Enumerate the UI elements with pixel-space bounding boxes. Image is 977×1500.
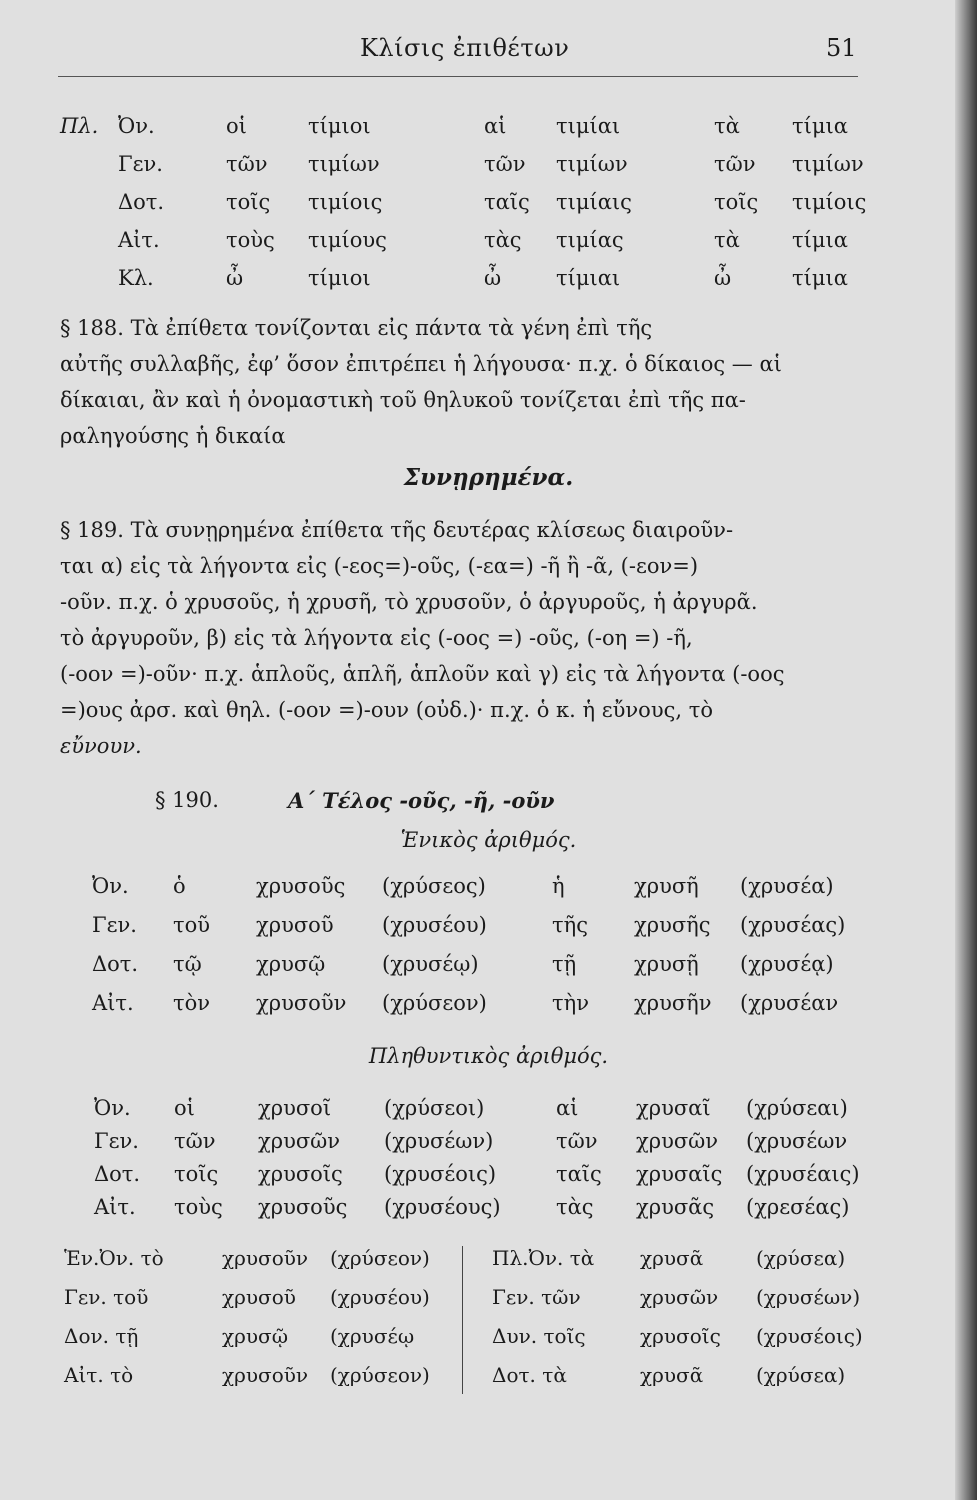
paragraph-189: [60, 512, 865, 764]
paragraph-line: τὸ ἀργυροῦν, β) εἰς τὰ λήγοντα εἰς (-οος =) -οῦς, (-οη =) -ῆ,: [60, 626, 693, 650]
table-cell: αἱ: [484, 114, 507, 138]
table-cell: τίμιαι: [556, 266, 621, 290]
table-cell: τῶν: [556, 1129, 598, 1153]
page-edge-shadow: [955, 0, 977, 1500]
table1-label: Πλ.: [60, 114, 99, 138]
table-cell: τιμίας: [556, 228, 624, 252]
section-190-number: § 190.: [155, 788, 219, 812]
table-cell: χρυσᾶ: [640, 1246, 704, 1270]
table-cell: (χρύσεος): [382, 874, 486, 898]
table-cell: χρυσᾶς: [636, 1195, 715, 1219]
table-cell: χρυσοῦν: [222, 1246, 309, 1270]
table-cell: τοῖς: [226, 190, 271, 214]
table-cell: (χρυσέους): [384, 1195, 501, 1219]
table-cell: χρυσοῦς: [258, 1195, 348, 1219]
table-cell: χρυσῆ: [634, 874, 699, 898]
table-cell: αἱ: [556, 1096, 579, 1120]
table-cell: Γεν.: [94, 1129, 139, 1153]
table-cell: τὰ: [714, 114, 740, 138]
table-cell: (χρυσέῳ: [330, 1324, 415, 1348]
table-cell: (χρύσεον): [330, 1363, 430, 1387]
table-cell: Κλ.: [118, 266, 154, 290]
table-cell: τῶν: [226, 152, 268, 176]
table-cell: ὁ: [173, 874, 186, 898]
table-cell: τίμια: [792, 266, 848, 290]
table-cell: Δον. τῇ: [64, 1324, 139, 1348]
table-cell: τῇ: [552, 952, 577, 976]
paragraph-188: [60, 310, 865, 454]
table-cell: Γεν. τοῦ: [64, 1285, 149, 1309]
table-cell: (χρυσέαν: [740, 991, 839, 1015]
table-cell: Δοτ. τὰ: [492, 1363, 567, 1387]
paragraph-line: εὔνουν.: [60, 734, 142, 758]
table-cell: τῶν: [484, 152, 526, 176]
table-cell: χρυσῆν: [634, 991, 712, 1015]
table-cell: τὴν: [552, 991, 589, 1015]
table-cell: τοὺς: [226, 228, 275, 252]
table-cell: τῆς: [552, 913, 588, 937]
running-head-title: Κλίσις ἐπιθέτων: [360, 34, 570, 62]
table-cell: Δοτ.: [118, 190, 165, 214]
table-cell: χρυσῶν: [636, 1129, 719, 1153]
table-cell: τιμίοις: [308, 190, 383, 214]
table-cell: (χρυσέου): [382, 913, 487, 937]
table-cell: (χρυσέαις): [746, 1162, 860, 1186]
paragraph-line: § 188. Τὰ ἐπίθετα τονίζονται εἰς πάντα τὰ γένη ἐπὶ τῆς: [60, 316, 653, 340]
table-cell: τῷ: [173, 952, 202, 976]
table-cell: (χρύσεοι): [384, 1096, 485, 1120]
paragraph-line: -οῦν. π.χ. ὁ χρυσοῦς, ἡ χρυσῆ, τὸ χρυσοῦν, ὁ ἀργυροῦς, ἡ ἀργυρᾶ.: [60, 590, 758, 614]
table-cell: χρυσοῖς: [258, 1162, 343, 1186]
paragraph-line: ται α) εἰς τὰ λήγοντα εἰς (-εος=)-οῦς, (-εα=) -ῆ ἢ -ᾶ, (-εον=): [60, 554, 699, 578]
table-cell: τοὺς: [174, 1195, 223, 1219]
table-cell: χρυσαῖς: [636, 1162, 723, 1186]
paragraph-line: =)ους ἀρσ. καὶ θηλ. (-οον =)-ουν (οὐδ.)· π.χ. ὁ κ. ἡ εὔνους, τὸ: [60, 698, 713, 722]
table-cell: Αἰτ.: [92, 991, 134, 1015]
table-cell: (χρύσεον): [330, 1246, 430, 1270]
table-cell: Ὀν.: [94, 1096, 131, 1120]
table-cell: (χρυσέῳ): [382, 952, 479, 976]
paragraph-line: § 189. Τὰ συνῃρημένα ἐπίθετα τῆς δευτέρας κλίσεως διαιροῦν-: [60, 518, 734, 542]
table-cell: Αἰτ. τὸ: [64, 1363, 134, 1387]
table-cell: τιμίων: [556, 152, 628, 176]
table-cell: τῶν: [714, 152, 756, 176]
table-cell: τοῖς: [714, 190, 759, 214]
table-cell: τιμίαι: [556, 114, 621, 138]
table-cell: χρυσῆς: [634, 913, 711, 937]
table-cell: (χρυσέας): [740, 913, 846, 937]
table-cell: ταῖς: [484, 190, 530, 214]
column-divider: [462, 1246, 463, 1394]
table-cell: τὰς: [484, 228, 522, 252]
table-cell: τίμιοι: [308, 114, 371, 138]
section-190-title: Α΄ Τέλος -οῦς, -ῆ, -οῦν: [288, 788, 555, 813]
table-cell: τὰ: [714, 228, 740, 252]
table-cell: χρυσῷ: [222, 1324, 288, 1348]
table-cell: (χρυσέοις): [756, 1324, 863, 1348]
table-cell: ὦ: [226, 266, 244, 290]
table-cell: (χρυσέων): [756, 1285, 861, 1309]
table-cell: Γεν.: [118, 152, 163, 176]
table-cell: (χρύσεα): [756, 1363, 846, 1387]
table-cell: (χρύσεα): [756, 1246, 846, 1270]
table-cell: (χρύσεαι): [746, 1096, 848, 1120]
table-cell: ὦ: [484, 266, 502, 290]
singular-heading: Ἑνικὸς ἀριθμός.: [400, 828, 577, 852]
table-cell: τιμίοις: [792, 190, 867, 214]
table-cell: (χρεσέας): [746, 1195, 850, 1219]
paragraph-line: ραληγούσης ἡ δικαία: [60, 424, 286, 448]
table-cell: χρυσοῦν: [222, 1363, 309, 1387]
table-cell: χρυσοῦς: [256, 874, 346, 898]
table-cell: χρυσοῖς: [640, 1324, 721, 1348]
table-cell: τίμια: [792, 114, 848, 138]
table-cell: Αἰτ.: [94, 1195, 136, 1219]
table-cell: τιμίων: [308, 152, 380, 176]
table-cell: (χρυσέᾳ): [740, 952, 834, 976]
table-cell: τίμια: [792, 228, 848, 252]
table-cell: Δυν. τοῖς: [492, 1324, 586, 1348]
table-cell: (χρυσέων: [746, 1129, 848, 1153]
table-cell: τὸν: [173, 991, 211, 1015]
table-cell: χρυσοῖ: [258, 1096, 332, 1120]
table-cell: τοῦ: [173, 913, 211, 937]
table-cell: Ἑν.Ὀν. τὸ: [64, 1246, 164, 1270]
table-cell: Αἰτ.: [118, 228, 160, 252]
table-cell: (χρυσέοις): [384, 1162, 497, 1186]
page-number: 51: [826, 34, 857, 62]
plural-heading: Πληθυντικὸς ἀριθμός.: [368, 1044, 609, 1068]
table-cell: ἡ: [552, 874, 565, 898]
table-cell: χρυσαῖ: [636, 1096, 711, 1120]
table-cell: Γεν. τῶν: [492, 1285, 581, 1309]
table-cell: Πλ.Ὀν. τὰ: [492, 1246, 595, 1270]
paragraph-line: αὐτῆς συλλαβῆς, ἐφ’ ὅσον ἐπιτρέπει ἡ λήγουσα· π.χ. ὁ δίκαιος — αἱ: [60, 352, 782, 376]
table-cell: τῶν: [174, 1129, 216, 1153]
table-cell: (χρυσέα): [740, 874, 834, 898]
table-cell: χρυσᾶ: [640, 1363, 704, 1387]
table-cell: χρυσοῦ: [222, 1285, 296, 1309]
table-cell: τίμιοι: [308, 266, 371, 290]
table-cell: χρυσοῦ: [256, 913, 334, 937]
table-cell: χρυσοῦν: [256, 991, 347, 1015]
table-cell: (χρύσεον): [382, 991, 487, 1015]
table-cell: τιμίαις: [556, 190, 632, 214]
table-cell: χρυσῇ: [634, 952, 699, 976]
table-cell: οἱ: [226, 114, 247, 138]
table-cell: Δοτ.: [94, 1162, 141, 1186]
table-cell: χρυσῷ: [256, 952, 326, 976]
heading-synerimena: Συνῃρημένα.: [403, 464, 574, 491]
paragraph-line: δίκαιαι, ἂν καὶ ἡ ὀνομαστικὴ τοῦ θηλυκοῦ τονίζεται ἐπὶ τῆς πα-: [60, 388, 746, 412]
header-rule: [58, 76, 858, 77]
table-cell: Δοτ.: [92, 952, 139, 976]
table-cell: χρυσῶν: [258, 1129, 341, 1153]
paragraph-line: (-οον =)-οῦν· π.χ. ἁπλοῦς, ἁπλῆ, ἁπλοῦν καὶ γ) εἰς τὰ λήγοντα (-οος: [60, 662, 785, 686]
table-cell: τιμίων: [792, 152, 864, 176]
table-cell: ταῖς: [556, 1162, 602, 1186]
table-cell: τὰς: [556, 1195, 594, 1219]
table-cell: Ὀν.: [92, 874, 129, 898]
table-cell: τοῖς: [174, 1162, 219, 1186]
table-cell: (χρυσέων): [384, 1129, 494, 1153]
table-cell: Ὀν.: [118, 114, 155, 138]
table-cell: ὦ: [714, 266, 732, 290]
table-cell: χρυσῶν: [640, 1285, 719, 1309]
table-cell: τιμίους: [308, 228, 387, 252]
table-cell: οἱ: [174, 1096, 195, 1120]
table-cell: (χρυσέου): [330, 1285, 430, 1309]
table-cell: Γεν.: [92, 913, 137, 937]
